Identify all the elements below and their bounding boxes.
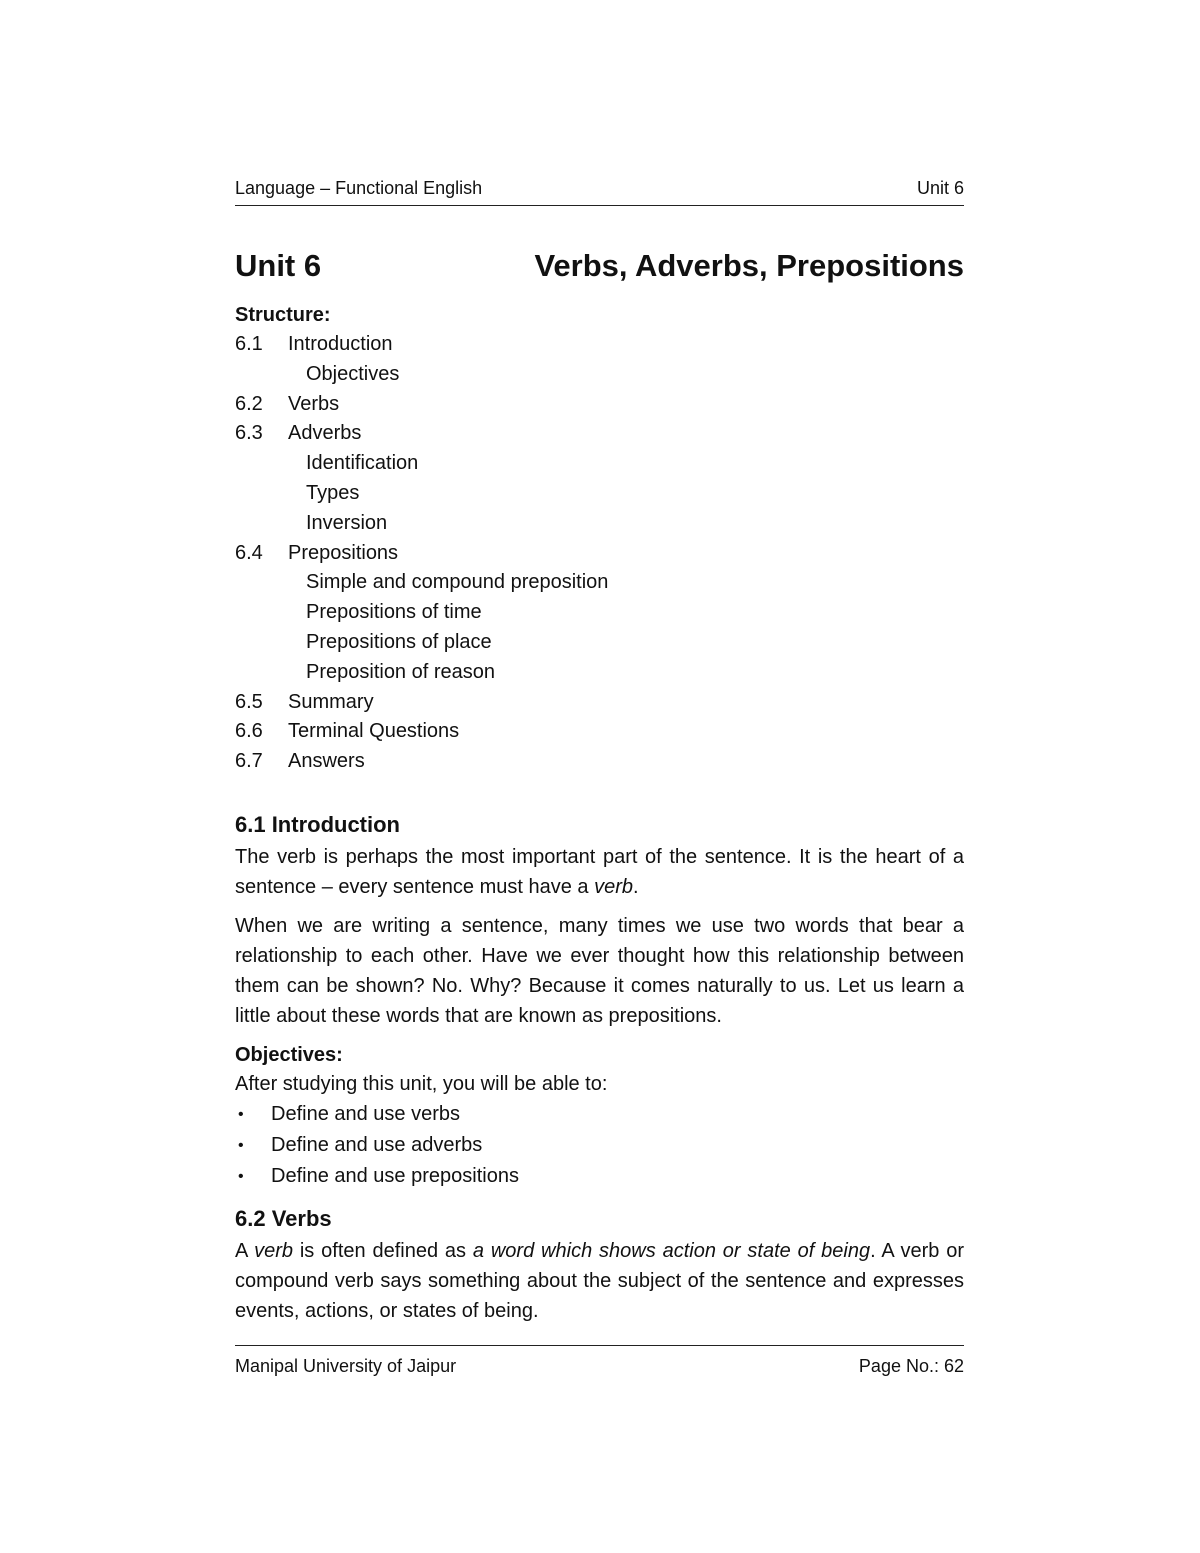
list-item — [235, 1130, 964, 1161]
toc-number: 6.7 — [235, 750, 263, 773]
toc-number: 6.1 — [235, 333, 263, 355]
header-unit-label: Unit 6 — [916, 178, 964, 198]
toc-subitem — [235, 509, 964, 539]
objectives-lead: After studying this unit, you will be able to: — [235, 1073, 608, 1095]
toc-text: Prepositions — [288, 541, 399, 564]
bullet-icon: • — [238, 1137, 244, 1154]
intro-p1-emphasis: verb — [594, 876, 634, 898]
intro-p1-text: The verb is perhaps the most important part of the sentence. It is the heart of a sentence – every sentence must have a — [235, 846, 964, 898]
toc-text: Preposition of reason — [306, 660, 496, 683]
toc-text: Identification — [306, 452, 419, 475]
main-content — [235, 808, 964, 1326]
toc-text: Answers — [288, 750, 365, 773]
objective-text: Define and use verbs — [271, 1103, 461, 1125]
header-course-title: Language – Functional English — [235, 178, 483, 198]
unit-number: Unit 6 — [235, 248, 322, 283]
toc-text: Objectives — [306, 362, 400, 385]
verbs-text-c: . A verb or compound verb says something about the subject of the sentence and expresses events, actions, or states of being. — [235, 1240, 964, 1322]
section-heading-introduction: 6.1 Introduction — [235, 812, 400, 837]
verbs-emphasis-1: verb — [254, 1240, 293, 1262]
page-header — [235, 176, 964, 200]
section-heading-verbs: 6.2 Verbs — [235, 1206, 332, 1231]
list-item — [235, 1161, 964, 1192]
toc-text: Prepositions of time — [306, 601, 482, 624]
toc-text: Adverbs — [288, 422, 362, 445]
toc-number: 6.6 — [235, 720, 263, 743]
objective-text: Define and use adverbs — [271, 1134, 483, 1156]
verbs-text-a: A — [235, 1240, 255, 1262]
toc-text: Simple and compound preposition — [306, 571, 609, 594]
objectives-heading: Objectives: — [235, 1044, 343, 1066]
footer-institution: Manipal University of Jaipur — [235, 1356, 457, 1376]
toc-subitem — [235, 568, 964, 598]
toc-text: Summary — [288, 690, 374, 713]
page-footer — [235, 1354, 964, 1378]
toc-item — [235, 390, 964, 420]
toc-text: Prepositions of place — [306, 630, 492, 653]
toc-item — [235, 330, 964, 360]
bullet-icon: • — [238, 1106, 244, 1123]
toc-subitem — [235, 360, 964, 390]
intro-paragraph-1 — [235, 842, 964, 902]
toc-item — [235, 688, 964, 718]
toc-text: Introduction — [288, 333, 393, 355]
objectives-list — [235, 1099, 964, 1192]
toc-text: Verbs — [288, 392, 340, 415]
objective-text: Define and use prepositions — [271, 1165, 519, 1187]
structure-label: Structure: — [235, 304, 331, 326]
toc-number: 6.2 — [235, 392, 263, 415]
toc-item — [235, 747, 964, 777]
toc-subitem — [235, 598, 964, 628]
toc-subitem — [235, 658, 964, 688]
toc-text: Inversion — [306, 511, 388, 534]
header-divider — [235, 205, 964, 206]
structure-list — [235, 330, 964, 777]
toc-subitem — [235, 628, 964, 658]
footer-divider — [235, 1345, 964, 1346]
toc-number: 6.3 — [235, 422, 263, 445]
list-item — [235, 1099, 964, 1130]
verbs-paragraph — [235, 1236, 964, 1326]
toc-number: 6.4 — [235, 541, 263, 564]
unit-topic: Verbs, Adverbs, Prepositions — [534, 248, 964, 283]
verbs-text-b: is often defined as — [293, 1240, 473, 1262]
bullet-icon: • — [238, 1168, 244, 1185]
toc-subitem — [235, 449, 964, 479]
toc-item — [235, 539, 964, 569]
toc-item — [235, 419, 964, 449]
verbs-emphasis-2: a word which shows action or state of being — [472, 1240, 871, 1262]
page-title — [235, 247, 964, 285]
toc-number: 6.5 — [235, 690, 263, 713]
toc-text: Types — [306, 481, 360, 504]
intro-paragraph-2: When we are writing a sentence, many times we use two words that bear a relationship to each other. Have we ever thought how this relationship between them can be shown? No. Why? Because it comes naturally to us. Let us learn a little about these words that are known as prepositions. — [235, 915, 964, 1027]
toc-item — [235, 717, 964, 747]
toc-subitem — [235, 479, 964, 509]
toc-text: Terminal Questions — [288, 720, 460, 743]
footer-page-number: Page No.: 62 — [858, 1356, 964, 1376]
intro-p1-end: . — [633, 876, 639, 898]
